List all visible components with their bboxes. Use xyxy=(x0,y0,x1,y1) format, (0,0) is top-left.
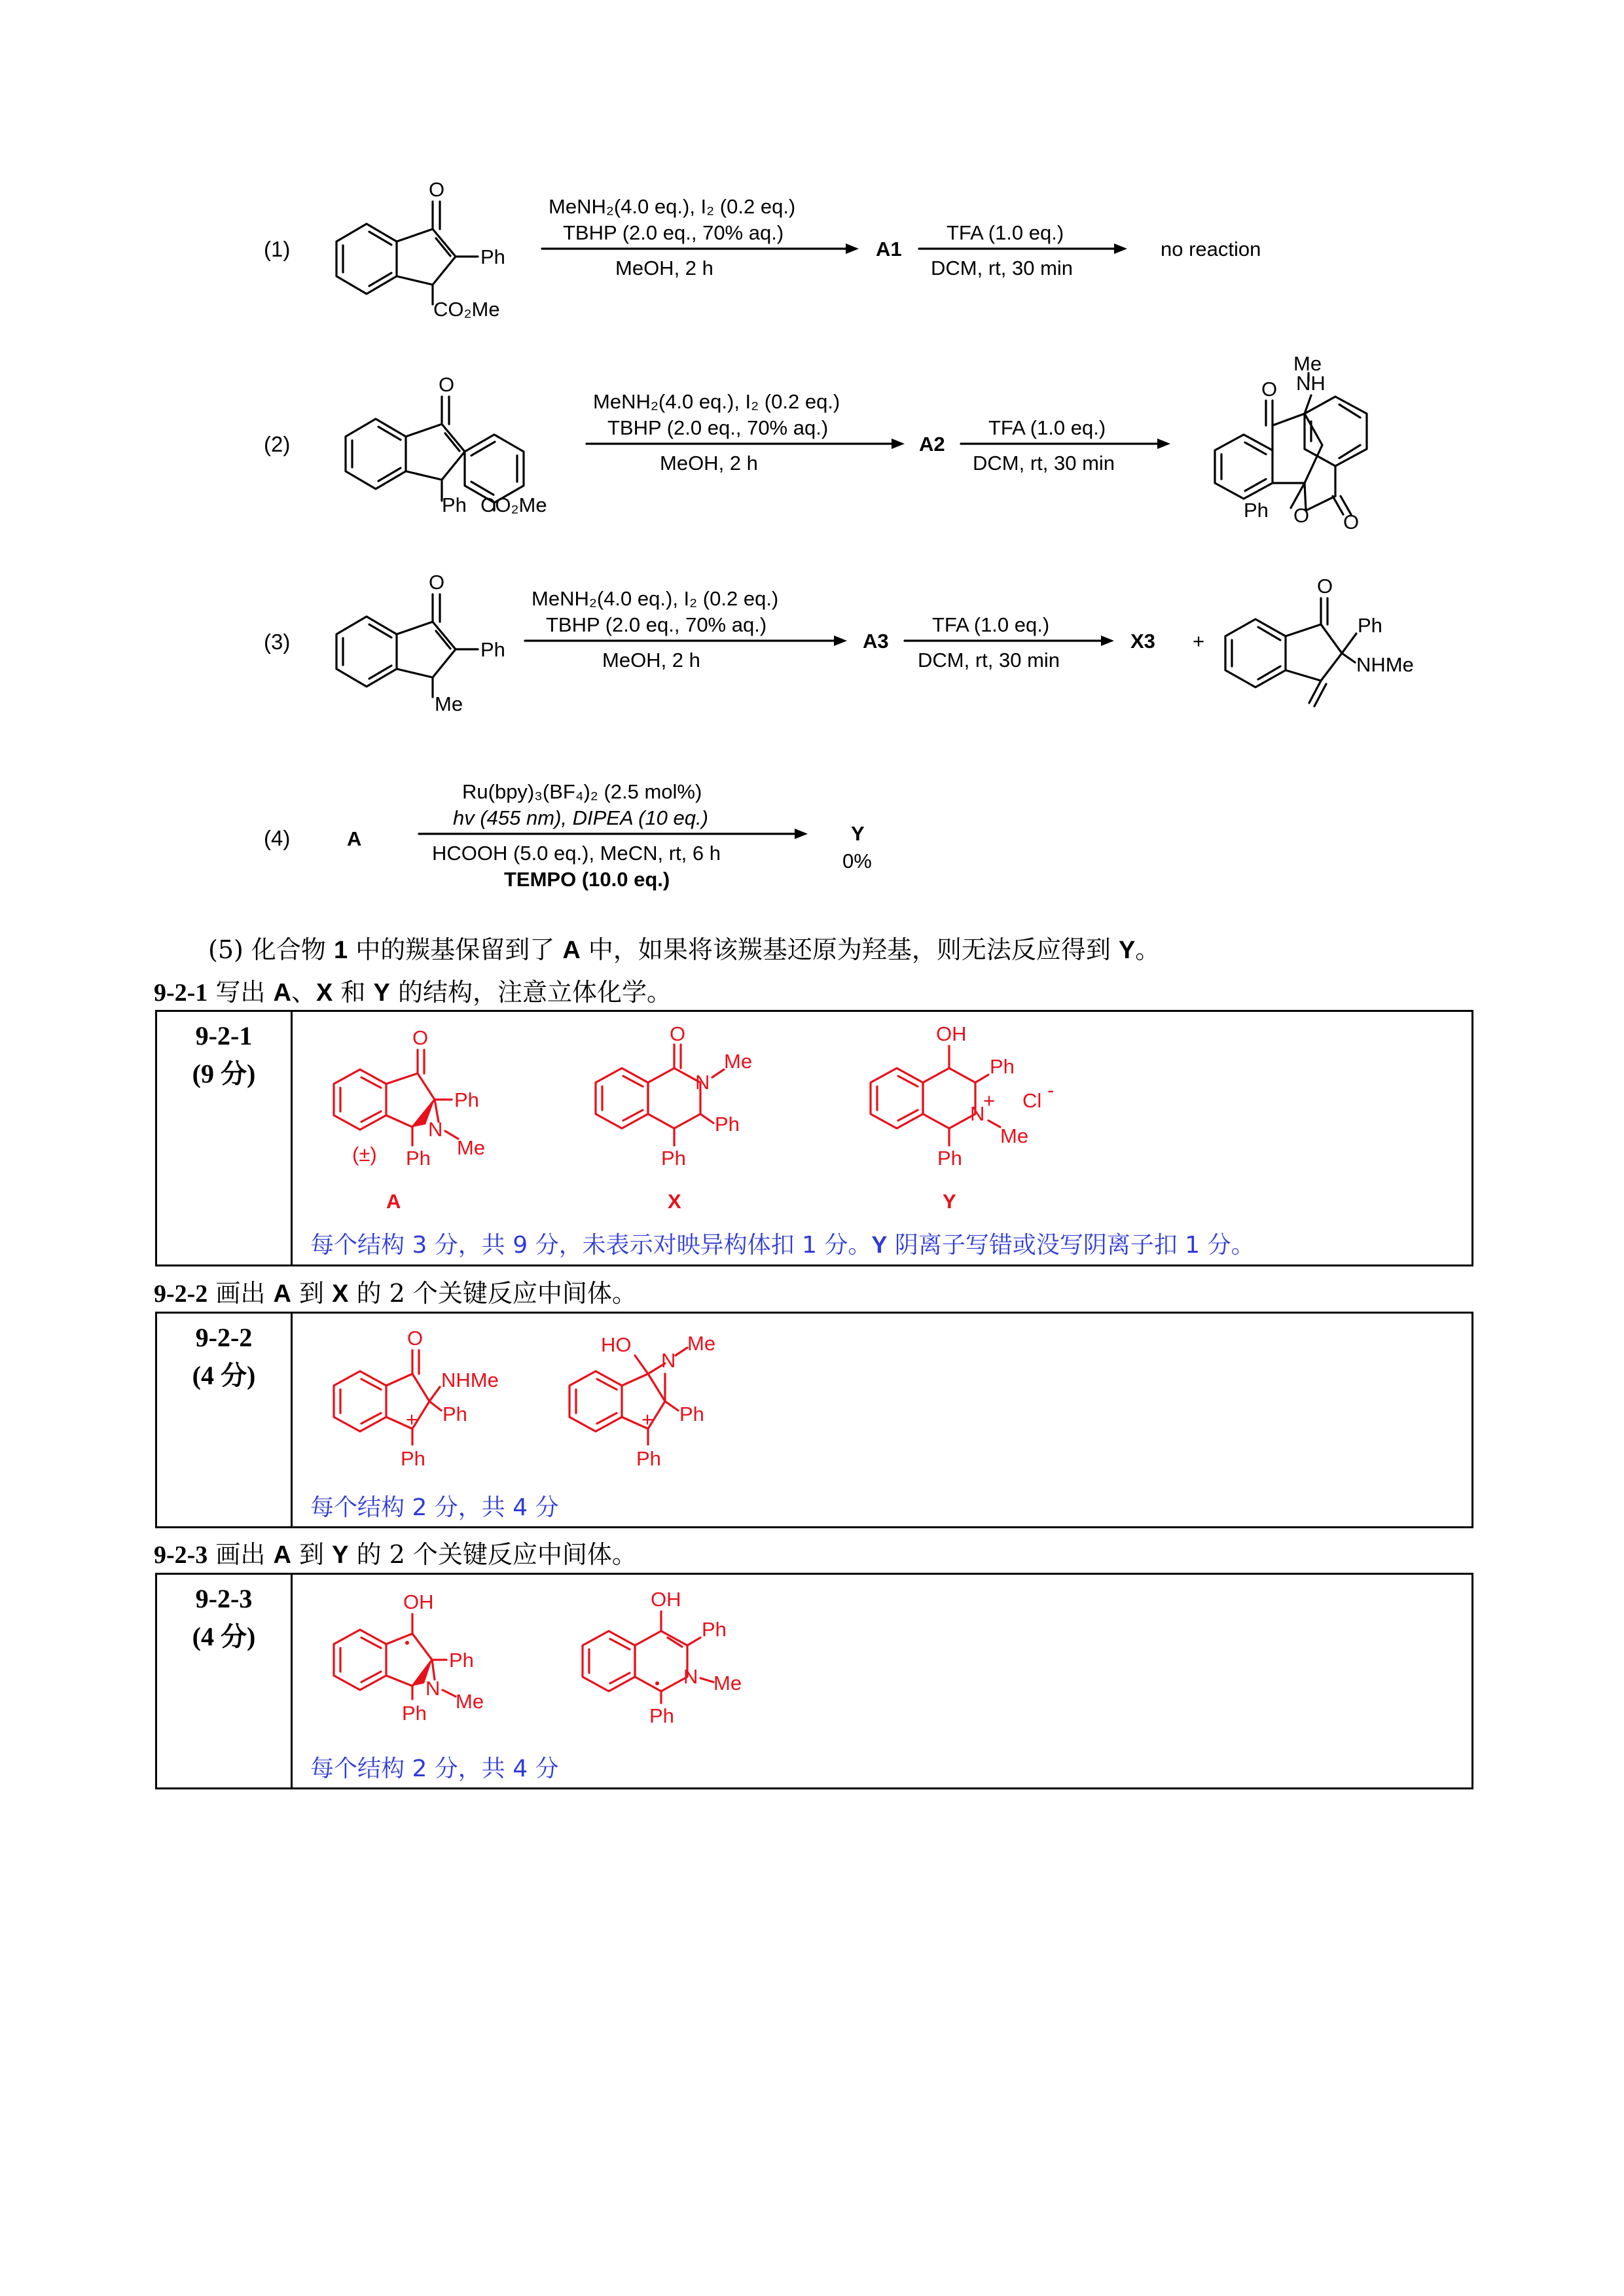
reaction-3-arrow-1 xyxy=(525,587,847,672)
svg-text:TFA (1.0 eq.): TFA (1.0 eq.) xyxy=(932,613,1050,636)
answer-note-9-2-2: 每个结构 2 分，共 4 分 xyxy=(310,1494,559,1521)
reaction-3-scheme xyxy=(0,563,1624,733)
indenone-structure-2 xyxy=(346,373,547,516)
svg-text:+: + xyxy=(406,1408,418,1431)
reaction-3-intermediate: A3 xyxy=(863,630,889,653)
svg-text:(±): (±) xyxy=(352,1143,377,1166)
svg-text:Me: Me xyxy=(1000,1124,1029,1147)
svg-text:O: O xyxy=(407,1327,424,1350)
svg-text:MeNH₂(4.0 eq.), I₂ (0.2 eq.): MeNH₂(4.0 eq.), I₂ (0.2 eq.) xyxy=(549,195,796,218)
svg-text:Cl: Cl xyxy=(1022,1089,1042,1112)
reaction-1-number: (1) xyxy=(264,237,291,261)
indenone-structure-3 xyxy=(336,571,505,715)
svg-text:Ph: Ph xyxy=(661,1147,686,1170)
reaction-4-product: Y xyxy=(851,822,865,845)
svg-text:N: N xyxy=(683,1665,698,1688)
svg-text:A: A xyxy=(386,1190,401,1213)
svg-text:TBHP (2.0 eq., 70% aq.): TBHP (2.0 eq., 70% aq.) xyxy=(563,221,784,244)
reaction-4-reactant: A xyxy=(347,827,362,850)
svg-text:N: N xyxy=(970,1102,985,1125)
svg-text:MeOH, 2 h: MeOH, 2 h xyxy=(615,257,713,279)
svg-text:Ph: Ph xyxy=(1244,499,1269,522)
reaction-4-yield: 0% xyxy=(842,850,872,872)
svg-text:MeOH, 2 h: MeOH, 2 h xyxy=(660,452,758,475)
svg-text:Ph: Ph xyxy=(679,1403,704,1426)
answer-note-9-2-1: 每个结构 3 分，共 9 分，未表示对映异构体扣 1 分。Y 阴离子写错或没写阴离子扣 1 分。 xyxy=(310,1231,1255,1259)
reaction-4 xyxy=(0,772,1624,903)
reaction-1-intermediate: A1 xyxy=(876,238,902,260)
question-9-2-3: 9-2-3 画出 A 到 Y 的 2 个关键反应中间体。 xyxy=(154,1540,637,1569)
svg-text:Me: Me xyxy=(724,1050,753,1073)
question-9-2-1: 9-2-1 写出 A、X 和 Y 的结构，注意立体化学。 xyxy=(154,978,672,1007)
svg-text:CO₂Me: CO₂Me xyxy=(433,298,500,321)
question-9-2-2: 9-2-2 画出 A 到 X 的 2 个关键反应中间体。 xyxy=(154,1279,637,1308)
answer-box-9-2-2-label: 9-2-2 (4 分) xyxy=(157,1314,293,1526)
svg-text:Ph: Ph xyxy=(402,1702,427,1725)
svg-text:-: - xyxy=(1047,1079,1055,1102)
intermediate-carbocation-1 xyxy=(334,1327,499,1470)
svg-text:Ph: Ph xyxy=(480,245,505,268)
reaction-2 xyxy=(0,353,1624,563)
svg-text:N: N xyxy=(425,1677,441,1700)
svg-text:TBHP (2.0 eq., 70% aq.): TBHP (2.0 eq., 70% aq.) xyxy=(546,613,767,636)
reaction-1 xyxy=(0,164,1624,334)
exomethylene-indanone-structure xyxy=(1225,575,1414,706)
reaction-4-number: (4) xyxy=(264,826,291,850)
svg-text:O: O xyxy=(1261,378,1278,401)
reaction-2-intermediate: A2 xyxy=(919,433,945,456)
reaction-2-scheme xyxy=(0,353,1624,563)
answer-box-9-2-1-content xyxy=(295,1012,1471,1265)
paragraph-5: (5) 化合物 1 中的羰基保留到了 A 中，如果将该羰基还原为羟基，则无法反应得到 Y。 xyxy=(208,935,1161,964)
svg-text:N: N xyxy=(661,1349,676,1372)
svg-text:Me: Me xyxy=(435,692,463,715)
svg-text:Ru(bpy)₃(BF₄)₂ (2.5 mol%): Ru(bpy)₃(BF₄)₂ (2.5 mol%) xyxy=(462,780,702,803)
svg-text:O: O xyxy=(412,1026,429,1049)
answer-box-9-2-3-content xyxy=(295,1575,1471,1787)
svg-text:Ph: Ph xyxy=(442,493,467,516)
svg-text:OH: OH xyxy=(403,1590,434,1613)
reaction-4-arrow xyxy=(419,780,808,891)
svg-text:OH: OH xyxy=(936,1022,967,1045)
answer-box-9-2-1-label: 9-2-1 (9 分) xyxy=(157,1012,293,1265)
answer-note-9-2-3: 每个结构 2 分，共 4 分 xyxy=(310,1755,559,1782)
reaction-3-plus: + xyxy=(1193,630,1205,653)
reaction-3-arrow-2 xyxy=(905,613,1114,672)
reaction-3-number: (3) xyxy=(264,630,291,654)
svg-text:OH: OH xyxy=(651,1588,681,1611)
svg-text:Ph: Ph xyxy=(401,1447,425,1470)
answer-box-9-2-3-label: 9-2-3 (4 分) xyxy=(157,1575,293,1787)
answer-box-9-2-2 xyxy=(155,1312,1473,1528)
svg-text:DCM, rt, 30 min: DCM, rt, 30 min xyxy=(918,649,1060,672)
svg-text:+: + xyxy=(983,1089,996,1112)
svg-text:Me: Me xyxy=(456,1690,484,1713)
svg-text:Ph: Ph xyxy=(1358,614,1382,637)
svg-text:MeNH₂(4.0 eq.), I₂ (0.2 eq.): MeNH₂(4.0 eq.), I₂ (0.2 eq.) xyxy=(593,390,840,413)
svg-text:MeOH, 2 h: MeOH, 2 h xyxy=(602,649,700,672)
svg-text:O: O xyxy=(429,178,445,201)
svg-text:Ph: Ph xyxy=(649,1704,674,1727)
svg-text:O: O xyxy=(439,373,455,396)
svg-text:Ph: Ph xyxy=(702,1618,727,1641)
reaction-2-arrow-2 xyxy=(961,416,1170,475)
reaction-1-product: no reaction xyxy=(1161,238,1261,260)
svg-text:Ph: Ph xyxy=(715,1113,740,1136)
svg-text:NH: NH xyxy=(1296,372,1326,395)
reaction-4-scheme xyxy=(0,772,1624,903)
reaction-1-scheme xyxy=(0,164,1624,334)
answer-box-9-2-2-content xyxy=(295,1314,1471,1526)
intermediate-radical-2 xyxy=(583,1588,742,1727)
structure-Y xyxy=(871,1022,1054,1213)
svg-text:DCM, rt, 30 min: DCM, rt, 30 min xyxy=(931,257,1074,279)
lactone-product-structure xyxy=(1215,352,1367,533)
svg-text:hv (455 nm), DIPEA (10 eq.): hv (455 nm), DIPEA (10 eq.) xyxy=(453,806,708,829)
svg-text:DCM, rt, 30 min: DCM, rt, 30 min xyxy=(973,452,1115,475)
svg-text:N: N xyxy=(695,1071,710,1094)
reaction-3 xyxy=(0,563,1624,733)
svg-text:Me: Me xyxy=(687,1332,716,1355)
svg-text:NHMe: NHMe xyxy=(441,1369,499,1391)
svg-text:HO: HO xyxy=(601,1333,632,1356)
svg-text:Ph: Ph xyxy=(937,1147,962,1170)
svg-text:O: O xyxy=(670,1022,686,1045)
answer-box-9-2-1 xyxy=(155,1010,1473,1266)
structure-X xyxy=(596,1022,752,1213)
structure-A xyxy=(334,1026,485,1213)
indenone-structure-1 xyxy=(336,178,505,321)
reaction-1-arrow-2 xyxy=(919,221,1127,279)
svg-text:Ph: Ph xyxy=(442,1403,467,1426)
svg-text:O: O xyxy=(1293,504,1310,527)
svg-text:+: + xyxy=(641,1408,654,1431)
svg-text:N: N xyxy=(428,1118,443,1141)
svg-text:CO₂Me: CO₂Me xyxy=(480,493,547,516)
reaction-2-arrow-1 xyxy=(586,390,905,475)
svg-text:TFA (1.0 eq.): TFA (1.0 eq.) xyxy=(947,221,1064,244)
reaction-2-number: (2) xyxy=(264,432,291,456)
svg-text:Ph: Ph xyxy=(454,1088,479,1111)
svg-text:TBHP (2.0 eq., 70% aq.): TBHP (2.0 eq., 70% aq.) xyxy=(607,416,829,439)
answer-box-9-2-3 xyxy=(155,1573,1473,1789)
svg-text:X: X xyxy=(668,1190,681,1213)
svg-text:Ph: Ph xyxy=(480,638,505,661)
svg-text:Ph: Ph xyxy=(636,1447,661,1470)
svg-text:Me: Me xyxy=(1293,352,1322,375)
svg-text:O: O xyxy=(1317,575,1333,598)
intermediate-radical-1 xyxy=(334,1590,484,1725)
svg-text:HCOOH (5.0 eq.), MeCN, rt, 6 h: HCOOH (5.0 eq.), MeCN, rt, 6 h xyxy=(432,842,721,865)
svg-text:Ph: Ph xyxy=(990,1055,1015,1078)
svg-text:MeNH₂(4.0 eq.), I₂ (0.2 eq.): MeNH₂(4.0 eq.), I₂ (0.2 eq.) xyxy=(532,587,779,610)
svg-text:Ph: Ph xyxy=(406,1147,431,1170)
svg-text:O: O xyxy=(1343,511,1360,533)
reaction-1-arrow-1 xyxy=(542,195,859,279)
svg-text:O: O xyxy=(429,571,445,594)
svg-text:TFA (1.0 eq.): TFA (1.0 eq.) xyxy=(988,416,1106,439)
svg-text:Me: Me xyxy=(457,1136,486,1159)
intermediate-carbocation-2 xyxy=(569,1332,715,1470)
svg-text:TEMPO (10.0 eq.): TEMPO (10.0 eq.) xyxy=(504,868,670,891)
svg-text:Y: Y xyxy=(943,1190,956,1213)
svg-text:Me: Me xyxy=(713,1672,742,1695)
svg-text:NHMe: NHMe xyxy=(1356,653,1414,676)
reaction-3-product-x3: X3 xyxy=(1130,630,1155,653)
svg-text:Ph: Ph xyxy=(449,1649,474,1672)
